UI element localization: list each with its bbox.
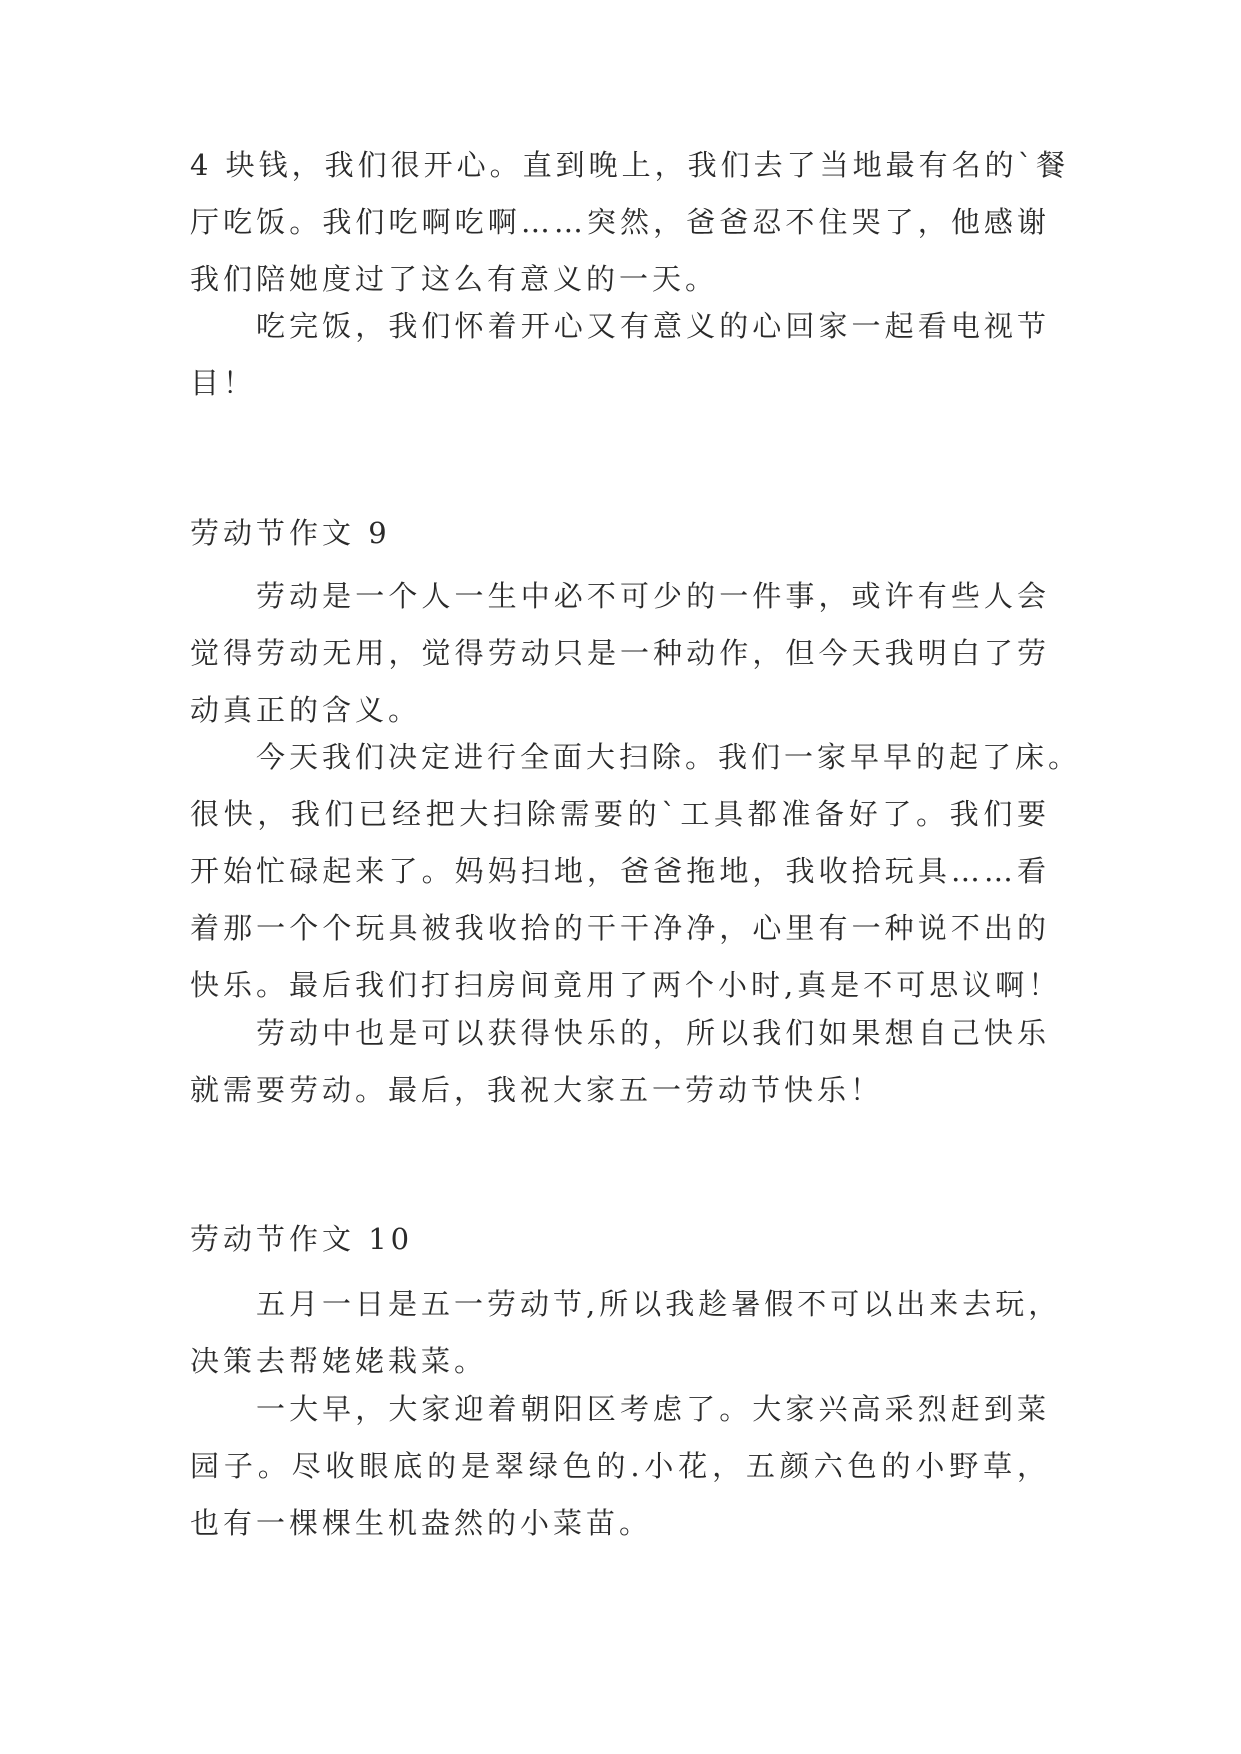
essay-9-paragraph-2 <box>190 729 1082 1014</box>
paragraph-line: 就需要劳动。最后，我祝大家五一劳动节快乐！ <box>190 1073 884 1107</box>
essay-10-paragraph-2 <box>190 1381 1050 1552</box>
paragraph-line: 决策去帮姥姥栽菜。 <box>190 1344 488 1378</box>
paragraph-line: 今天我们决定进行全面大扫除。我们一家早早的起了床。 <box>256 740 1082 774</box>
continuation-paragraph-2 <box>190 298 1050 412</box>
paragraph-line: 厅吃饭。我们吃啊吃啊……突然，爸爸忍不住哭了，他感谢 <box>190 205 1050 239</box>
paragraph-line: 一大早，大家迎着朝阳区考虑了。大家兴高采烈赶到菜 <box>256 1392 1050 1426</box>
paragraph-line: 劳动中也是可以获得快乐的，所以我们如果想自己快乐 <box>256 1016 1050 1050</box>
essay-10-title <box>190 1211 1050 1268</box>
paragraph-line: 觉得劳动无用，觉得劳动只是一种动作，但今天我明白了劳 <box>190 636 1050 670</box>
paragraph-line: 4 块钱，我们很开心。直到晚上，我们去了当地最有名的`餐 <box>190 148 1070 182</box>
essay-9-paragraph-3 <box>190 1005 1050 1119</box>
paragraph-line: 目！ <box>190 366 257 400</box>
essay-10-paragraph-1 <box>190 1276 1062 1390</box>
paragraph-line: 五月一日是五一劳动节,所以我趁暑假不可以出来去玩， <box>256 1287 1062 1321</box>
paragraph-line: 也有一棵棵生机盎然的小菜苗。 <box>190 1506 653 1540</box>
paragraph-line: 我们陪她度过了这么有意义的一天。 <box>190 262 719 296</box>
essay-9-paragraph-1 <box>190 568 1050 739</box>
paragraph-line: 劳动是一个人一生中必不可少的一件事，或许有些人会 <box>256 579 1050 613</box>
paragraph-line: 快乐。最后我们打扫房间竟用了两个小时,真是不可思议啊！ <box>190 968 1062 1002</box>
paragraph-line: 很快，我们已经把大扫除需要的`工具都准备好了。我们要 <box>190 797 1050 831</box>
paragraph-line: 吃完饭，我们怀着开心又有意义的心回家一起看电视节 <box>256 309 1050 343</box>
essay-9-title <box>190 505 1050 562</box>
paragraph-line: 园子。尽收眼底的是翠绿色的.小花，五颜六色的小野草， <box>190 1449 1050 1483</box>
paragraph-line: 着那一个个玩具被我收拾的干干净净，心里有一种说不出的 <box>190 911 1050 945</box>
essay-title: 劳动节作文 9 <box>190 516 391 550</box>
paragraph-line: 动真正的含义。 <box>190 693 422 727</box>
essay-title: 劳动节作文 10 <box>190 1222 414 1256</box>
continuation-paragraph <box>190 137 1070 308</box>
paragraph-line: 开始忙碌起来了。妈妈扫地，爸爸拖地，我收拾玩具……看 <box>190 854 1050 888</box>
